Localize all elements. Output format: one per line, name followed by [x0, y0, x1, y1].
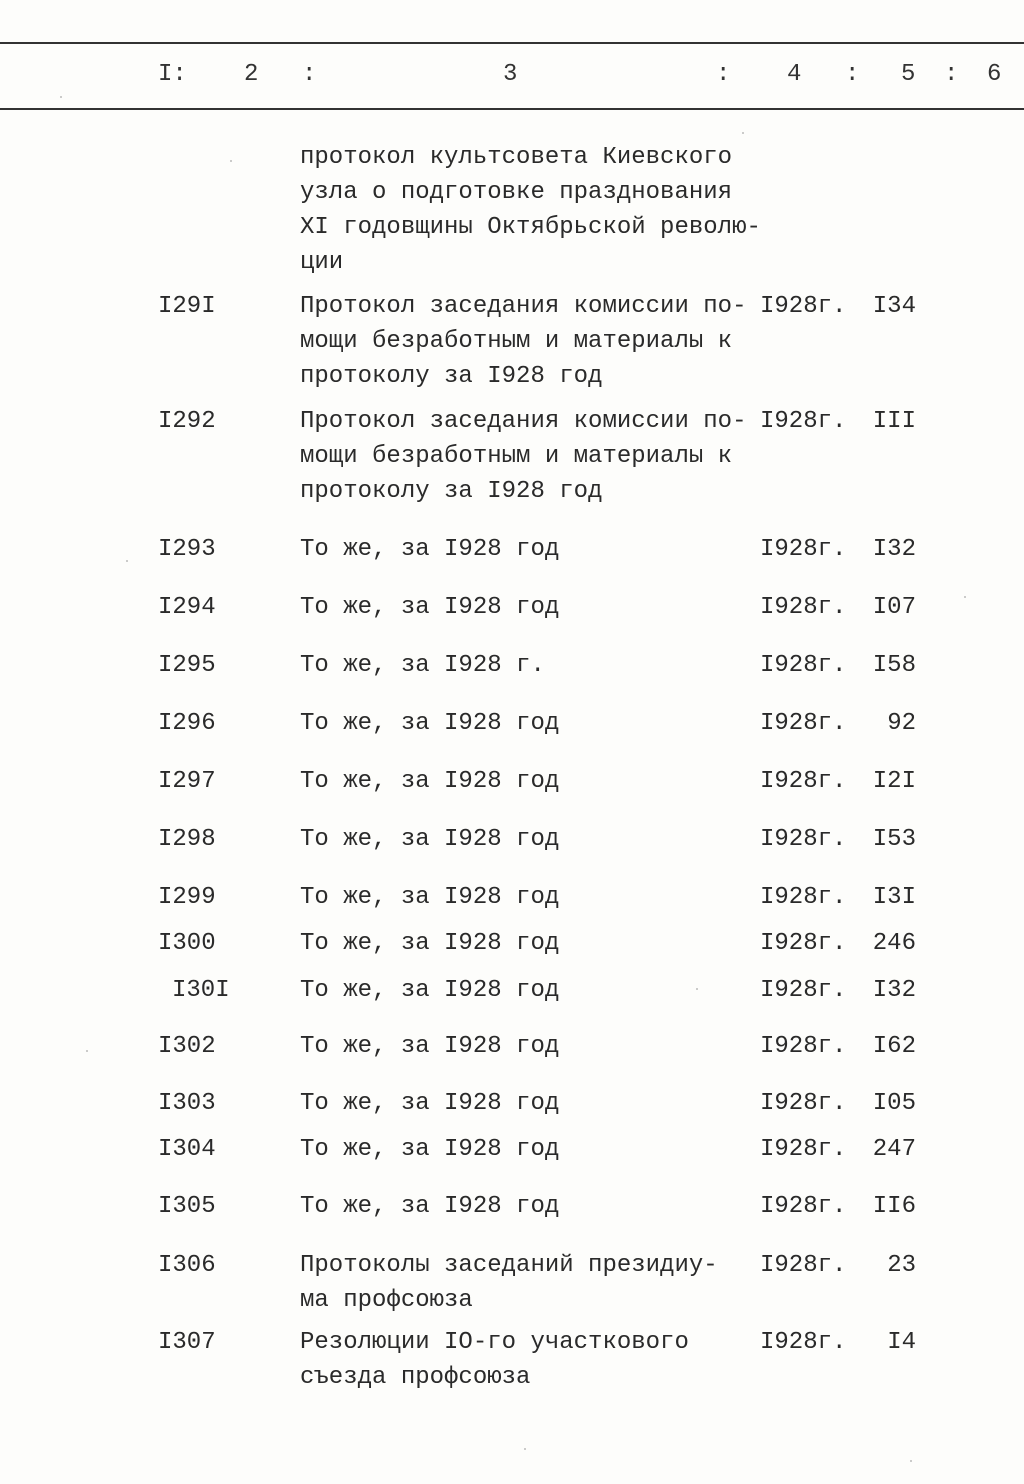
- item-sheets: I32: [872, 536, 916, 563]
- scan-speck: [86, 1050, 88, 1052]
- item-sheets: 246: [872, 930, 916, 957]
- item-description: Протокол заседания комиссии по- мощи безработным и материалы к протоколу за I928 год: [300, 293, 747, 390]
- item-sheets: I07: [872, 594, 916, 621]
- item-year: I928г.: [760, 1090, 847, 1117]
- item-year: I928г.: [760, 977, 847, 1004]
- header-col4: 4: [787, 61, 802, 88]
- item-number: I29I: [158, 293, 216, 320]
- item-description: То же, за I928 год: [300, 884, 560, 911]
- item-sheets: I53: [872, 826, 916, 853]
- item-sheets: 247: [872, 1136, 916, 1163]
- header-sep3: :: [845, 61, 860, 88]
- scan-speck: [696, 988, 698, 990]
- item-number: I304: [158, 1136, 216, 1163]
- item-year: I928г.: [760, 884, 847, 911]
- item-year: I928г.: [760, 710, 847, 737]
- item-year: I928г.: [760, 1329, 847, 1356]
- header-bottom-rule: [0, 108, 1024, 110]
- item-description: То же, за I928 год: [300, 710, 560, 737]
- item-sheets: I4: [887, 1329, 916, 1356]
- item-description: То же, за I928 год: [300, 1033, 560, 1060]
- item-year: I928г.: [760, 826, 847, 853]
- header-col2: 2: [244, 61, 259, 88]
- item-year: I928г.: [760, 536, 847, 563]
- item-year: I928г.: [760, 293, 847, 320]
- item-number: I306: [158, 1252, 216, 1279]
- scan-speck: [742, 132, 744, 134]
- item-number: I296: [158, 710, 216, 737]
- item-number: I294: [158, 594, 216, 621]
- item-sheets: I32: [872, 977, 916, 1004]
- item-description: То же, за I928 год: [300, 930, 560, 957]
- item-number: I305: [158, 1193, 216, 1220]
- item-number: I292: [158, 408, 216, 435]
- scan-speck: [126, 560, 128, 562]
- item-sheets: I62: [872, 1033, 916, 1060]
- header-col1: I:: [158, 61, 187, 88]
- item-sheets: 92: [887, 710, 916, 737]
- header-top-rule: [0, 42, 1024, 44]
- item-description: То же, за I928 год: [300, 826, 560, 853]
- item-year: I928г.: [760, 594, 847, 621]
- item-number: I297: [158, 768, 216, 795]
- item-number: I30I: [172, 977, 230, 1004]
- item-number: I293: [158, 536, 216, 563]
- item-year: I928г.: [760, 652, 847, 679]
- item-year: I928г.: [760, 408, 847, 435]
- item-description: То же, за I928 год: [300, 768, 560, 795]
- item-year: I928г.: [760, 1033, 847, 1060]
- scan-speck: [230, 160, 232, 162]
- item-sheets: I05: [872, 1090, 916, 1117]
- header-col5: 5: [901, 61, 916, 88]
- item-sheets: I3I: [872, 884, 916, 911]
- header-sep1: :: [302, 61, 317, 88]
- item-number: I302: [158, 1033, 216, 1060]
- item-year: I928г.: [760, 1193, 847, 1220]
- scan-speck: [964, 596, 966, 598]
- item-number: I299: [158, 884, 216, 911]
- item-sheets: II6: [872, 1193, 916, 1220]
- item-number: I307: [158, 1329, 216, 1356]
- item-year: I928г.: [760, 930, 847, 957]
- item-number: I303: [158, 1090, 216, 1117]
- item-description: То же, за I928 год: [300, 536, 560, 563]
- header-sep4: :: [944, 61, 959, 88]
- scan-speck: [524, 1448, 526, 1450]
- item-description: То же, за I928 г.: [300, 652, 545, 679]
- item-sheets: I34: [872, 293, 916, 320]
- item-sheets: III: [872, 408, 916, 435]
- item-sheets: I2I: [872, 768, 916, 795]
- header-sep2: :: [716, 61, 731, 88]
- item-sheets: 23: [887, 1252, 916, 1279]
- item-number: I300: [158, 930, 216, 957]
- item-year: I928г.: [760, 768, 847, 795]
- item-year: I928г.: [760, 1136, 847, 1163]
- item-number: I298: [158, 826, 216, 853]
- item-description: То же, за I928 год: [300, 1136, 560, 1163]
- item-year: I928г.: [760, 1252, 847, 1279]
- header-col3: 3: [503, 61, 518, 88]
- item-description: То же, за I928 год: [300, 1090, 560, 1117]
- item-description: Протоколы заседаний президиу- ма профсоюза: [300, 1252, 718, 1314]
- scan-speck: [60, 96, 62, 98]
- item-sheets: I58: [872, 652, 916, 679]
- item-description: протокол культсовета Киевского узла о подготовке празднования XI годовщины Октябрьской револю- ции: [300, 144, 761, 276]
- item-number: I295: [158, 652, 216, 679]
- item-description: Резолюции IO-го участкового съезда профсоюза: [300, 1329, 689, 1391]
- item-description: То же, за I928 год: [300, 977, 560, 1004]
- item-description: То же, за I928 год: [300, 1193, 560, 1220]
- item-description: То же, за I928 год: [300, 594, 560, 621]
- scan-speck: [910, 1460, 912, 1462]
- header-col6: 6: [987, 61, 1002, 88]
- item-description: Протокол заседания комиссии по- мощи безработным и материалы к протоколу за I928 год: [300, 408, 747, 505]
